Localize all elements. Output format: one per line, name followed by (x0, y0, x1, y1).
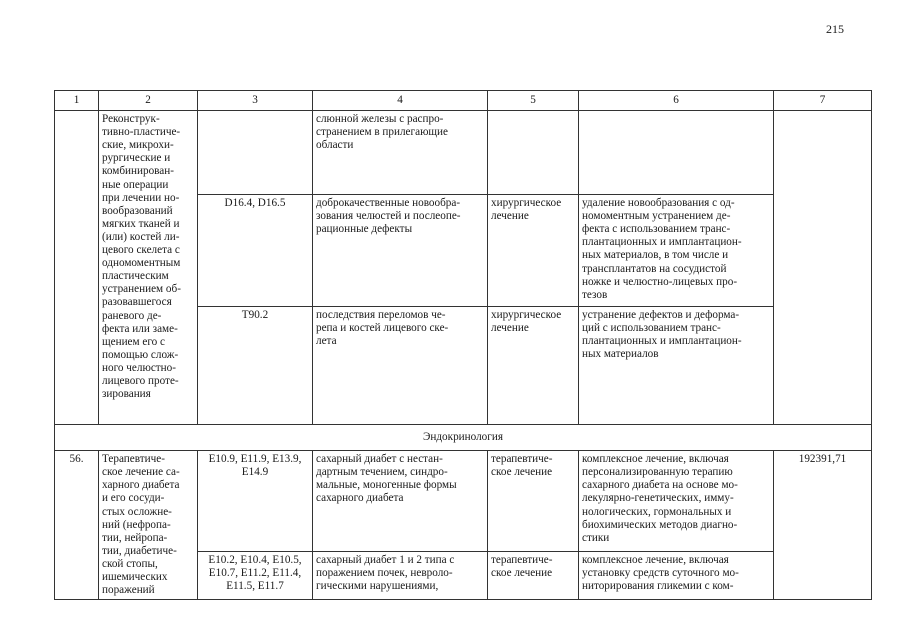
procedure-name: Терапевтиче- ское лечение са- харного диабета и его сосуди- стых осложне- ний (нефропа- тии, нейропа- тии, диабетиче- ской стопы, ишемических поражений (99, 451, 198, 600)
col-number: 7 (774, 91, 872, 111)
col-number: 1 (55, 91, 99, 111)
column-numbers-row (55, 91, 872, 111)
treatment-method: комплексное лечение, включая установку средств суточного мо- ниторирования гликемии с ком- (579, 552, 774, 600)
col-number: 2 (99, 91, 198, 111)
treatment-type: терапевтиче- ское лечение (488, 552, 579, 600)
procedure-name: Реконструк- тивно-пластиче- ские, микрохи- рургические и комбинирован- ные операции при лечении но- вообразований мягких тканей и (или) костей ли- цевого скелета с одномоментным пластическим устранением об- разовавшегося раневого де- фекта или заме- щением его с помощью слож- ного челюстно- лицевого проте- зирования (99, 111, 198, 425)
table-row (55, 451, 872, 552)
treatment-type: хирургическое лечение (488, 307, 579, 425)
patient-model: сахарный диабет с нестан- дартным течением, синдро- мальные, моногенные формы сахарного диабета (313, 451, 488, 552)
row-number (55, 111, 99, 425)
cost-cell: 192391,71 (774, 451, 872, 600)
treatment-method: комплексное лечение, включая персонализированную терапию сахарного диабета на основе мо- лекулярно-генетических, имму- нологических, гормональных и биохимических методов диагно- стики (579, 451, 774, 552)
treatment-type: хирургическое лечение (488, 195, 579, 307)
row-number: 56. (55, 451, 99, 600)
icd-codes: T90.2 (198, 307, 313, 425)
col-number: 3 (198, 91, 313, 111)
table-row (55, 111, 872, 195)
patient-model: последствия переломов че- репа и костей лицевого ске- лета (313, 307, 488, 425)
col-number: 6 (579, 91, 774, 111)
treatment-type (488, 111, 579, 195)
icd-codes: D16.4, D16.5 (198, 195, 313, 307)
page-number: 215 (826, 22, 844, 36)
treatment-method: устранение дефектов и деформа- ций с использованием транс- плантационных и имплантацион- ных материалов (579, 307, 774, 425)
col-number: 4 (313, 91, 488, 111)
patient-model: доброкачественные новообра- зования челюстей и послеопе- рационные дефекты (313, 195, 488, 307)
category-title: Эндокринология (55, 425, 872, 451)
col-number: 5 (488, 91, 579, 111)
treatment-method (579, 111, 774, 195)
icd-codes: E10.9, E11.9, E13.9, E14.9 (198, 451, 313, 552)
treatment-method: удаление новообразования с од- номоментным устранением де- фекта с использованием транс- плантационных и имплантацион- ных материалов, в том числе и трансплантатов на сосудистой ножке и челюстно-лицевых про- тезов (579, 195, 774, 307)
treatment-type: терапевтиче- ское лечение (488, 451, 579, 552)
cost-cell (774, 111, 872, 425)
procedures-table (54, 90, 872, 600)
patient-model: сахарный диабет 1 и 2 типа с поражением почек, невроло- гическими нарушениями, (313, 552, 488, 600)
patient-model: слюнной железы с распро- странением в прилегающие области (313, 111, 488, 195)
icd-codes (198, 111, 313, 195)
category-row (55, 425, 872, 451)
icd-codes: E10.2, E10.4, E10.5, E10.7, E11.2, E11.4, E11.5, E11.7 (198, 552, 313, 600)
